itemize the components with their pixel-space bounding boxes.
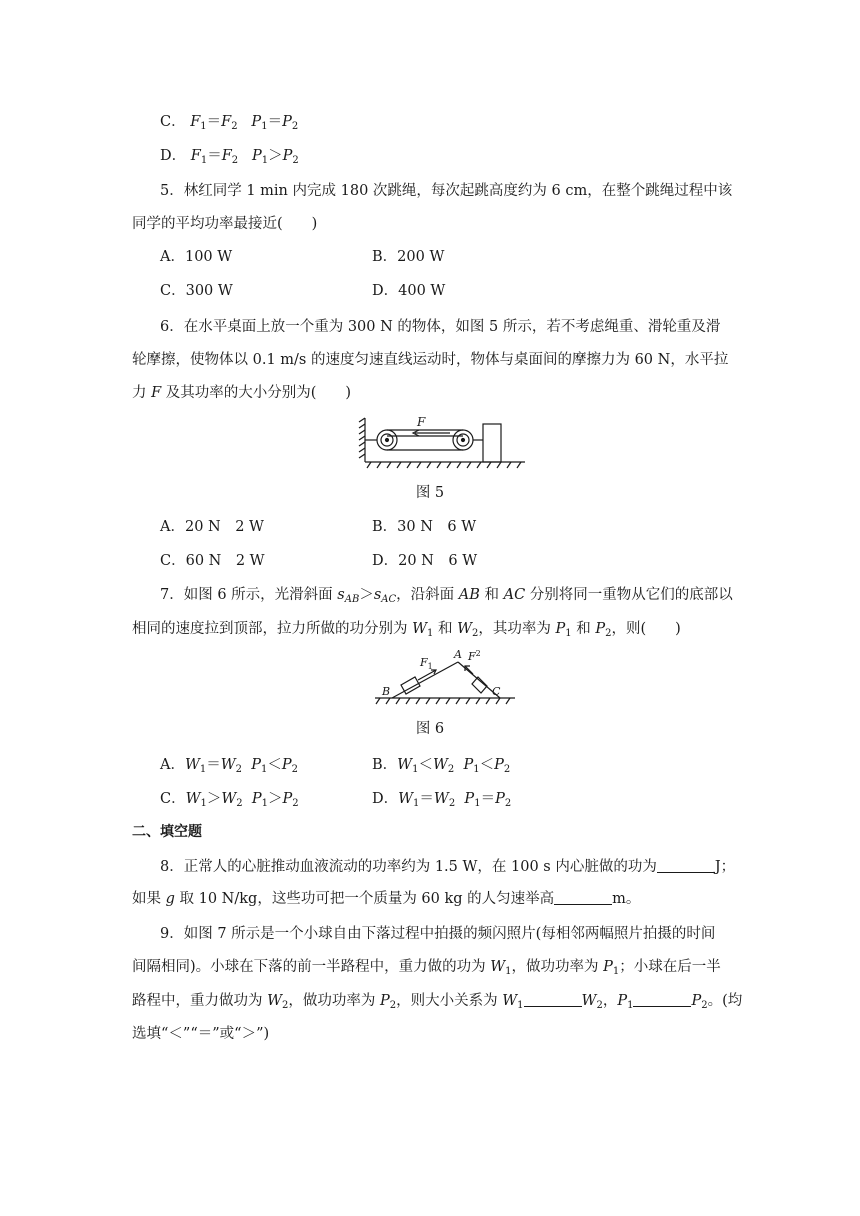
figure-5-label-f: F [417,415,426,429]
q8-blank-1[interactable] [657,858,715,873]
figure-6-label-f2: $F^2$ [468,649,481,663]
q5-option-a: A．100 W [160,249,233,265]
figure-5-caption: 图 5 [415,485,445,501]
figure-6-label-c: C [492,685,501,698]
q9-blank-1[interactable] [524,992,582,1007]
q7-option-b: B．$W_1<W_2$ $P_1<P_2$ [372,757,511,775]
q7-option-a: A．$W_1=W_2$ $P_1<P_2$ [160,757,299,775]
section-title-fill-in: 二、填空题 [132,824,202,840]
q6-option-b: B．30 N 6 W [372,519,477,535]
q4-option-d: D． $F_1=F_2$ $P_1>P_2$ [160,148,299,166]
figure-5-pulley-diagram [355,412,535,470]
q6-stem-line1: 6．在水平桌面上放一个重为 300 N 的物体，如图 5 所示，若不考虑绳重、滑轮重及滑 [160,319,721,335]
q9-stem-line1: 9．如图 7 所示是一个小球自由下落过程中拍摄的频闪照片(每相邻两幅照片拍摄的时间 [160,926,716,942]
figure-6-caption: 图 6 [415,721,445,737]
q4-option-c: C． $F_1=F_2$ $P_1=P_2$ [160,114,299,132]
figure-6-label-b: B [382,685,391,698]
q7-stem-line1: 7．如图 6 所示，光滑斜面 $s_{AB}>s_{AC}$，沿斜面 AB 和 AC 分别将同一重物从它们的底部以 [160,587,733,605]
q5-option-d: D．400 W [372,283,446,299]
q8-blank-2[interactable] [554,890,612,905]
q9-stem-line3: 路程中，重力做功为 $W_2$，做功功率为 $P_2$，则大小关系为 $W_1$ $W_2$，$P_1$ $P_2$。(均 [132,993,743,1011]
q6-stem-line2: 轮摩擦，使物体以 0.1 m/s 的速度匀速直线运动时，物体与桌面间的摩擦力为 60 N，水平拉 [132,352,729,368]
q6-option-d: D．20 N 6 W [372,553,478,569]
q5-option-c: C．300 W [160,283,233,299]
figure-6-label-f1: $F_1$ [420,656,433,671]
q9-blank-2[interactable] [633,992,691,1007]
q6-option-a: A．20 N 2 W [160,519,264,535]
q6-stem-line3: 力 F 及其功率的大小分别为( ) [132,385,352,401]
q7-option-d: D．$W_1=W_2$ $P_1=P_2$ [372,791,512,809]
q9-stem-line4: 选填“＜”“＝”或“＞”) [132,1026,270,1042]
q5-stem-line2: 同学的平均功率最接近( ) [132,216,318,232]
q5-stem-line1: 5．林红同学 1 min 内完成 180 次跳绳，每次起跳高度约为 6 cm，在整个跳绳过程中该 [160,183,733,199]
q8-stem-line1: 8．正常人的心脏推动血液流动的功率约为 1.5 W，在 100 s 内心脏做的功为 J； [160,859,736,875]
q7-stem-line2: 相同的速度拉到顶部，拉力所做的功分别为 $W_1$ 和 $W_2$，其功率为 $P_1$ 和 $P_2$，则( ) [132,621,681,639]
figure-6-incline-diagram [370,646,520,708]
q8-stem-line2: 如果 g 取 10 N/kg，这些功可把一个质量为 60 kg 的人匀速举高 m。 [132,891,641,907]
q5-option-b: B．200 W [372,249,445,265]
figure-6-label-a: A [454,648,462,661]
q7-option-c: C．$W_1>W_2$ $P_1>P_2$ [160,791,299,809]
q6-option-c: C．60 N 2 W [160,553,265,569]
q9-stem-line2: 间隔相同)。小球在下落的前一半路程中，重力做的功为 $W_1$，做功功率为 $P_1$；小球在后一半 [132,959,721,977]
